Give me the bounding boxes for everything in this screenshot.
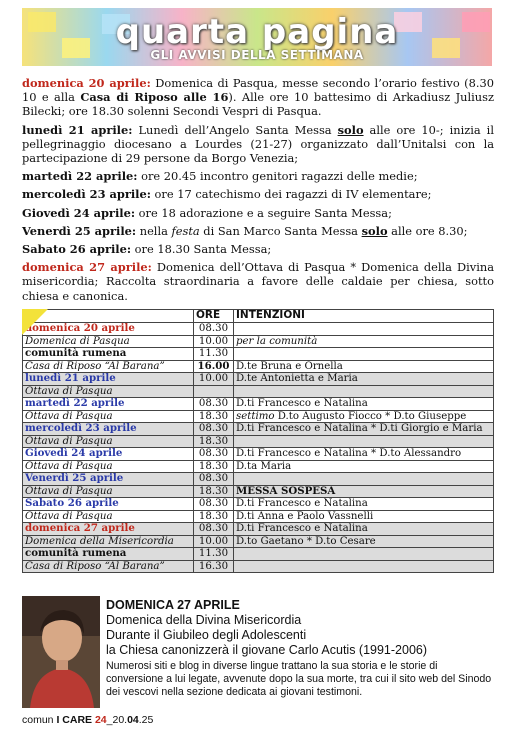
announcement-text: ore 17 catechismo dei ragazzi di IV elementare;: [150, 187, 432, 202]
schedule-intention: [234, 473, 494, 486]
table-row: [23, 348, 494, 361]
announcement-item: [22, 187, 494, 201]
schedule-time: 16.30: [194, 560, 234, 573]
table-row: [23, 360, 494, 373]
table-row: [23, 435, 494, 448]
portrait-photo: [22, 596, 100, 708]
feature-body: Numerosi siti e blog in diverse lingue trattano la sua storia e le storie di conversione a lui legate, avvenute dopo la sua morte, tra cui il sito web del Sinodo dei vescovi nella sezione dedicata ai giovani testimoni.: [106, 660, 492, 698]
table-row: [23, 423, 494, 436]
footer: [22, 714, 153, 726]
schedule-time: 10.00: [194, 335, 234, 348]
schedule-day-cell: [23, 548, 194, 561]
schedule-time: 08.30: [194, 523, 234, 536]
schedule-intention: [234, 548, 494, 561]
mass-schedule-table: [22, 309, 494, 573]
schedule-day-cell: [23, 435, 194, 448]
announcement-text: ore 18.30 Santa Messa;: [131, 242, 272, 257]
table-row: [23, 473, 494, 486]
schedule-intention: D.to Gaetano * D.to Cesare: [234, 535, 494, 548]
corner-decoration: [22, 309, 48, 335]
schedule-day-cell: [23, 473, 194, 486]
announcement-text: ore 18 adorazione e a seguire Santa Messa;: [135, 205, 392, 220]
schedule-day-label: domenica 27 aprile: [25, 522, 135, 534]
schedule-time: 18.30: [194, 410, 234, 423]
table-header-row: [23, 310, 494, 323]
footer-prefix: comun: [22, 714, 57, 726]
table-row: [23, 323, 494, 336]
schedule-day-label: Ottava di Pasqua: [25, 485, 113, 497]
schedule-time: 16.00: [194, 360, 234, 373]
schedule-intention: [234, 435, 494, 448]
feature-line-3: la Chiesa canonizzerà il giovane Carlo Acutis (1991-2006): [106, 643, 428, 657]
schedule-intention: D.te Antonietta e Maria: [234, 373, 494, 386]
schedule-day-label: Ottava di Pasqua: [25, 435, 113, 447]
schedule-intention: D.ti Anna e Paolo Vassnelli: [234, 510, 494, 523]
announcement-text: solo: [361, 223, 388, 238]
announcement-day: domenica 27 aprile:: [22, 260, 152, 275]
schedule-day-label: Ottava di Pasqua: [25, 510, 113, 522]
schedule-intention: D.te Bruna e Ornella: [234, 360, 494, 373]
schedule-day-label: Casa di Riposo “Al Barana”: [25, 360, 165, 372]
announcement-text: ). Alle ore 10 battesimo di Arkadiusz Juliusz Bilecki; ore 18.30 solenni Secondi Vespri di Pasqua.: [22, 90, 494, 119]
footer-date-pre: _20.: [106, 714, 128, 726]
schedule-day-label: lunedì 21 aprile: [25, 372, 116, 384]
table-row: [23, 460, 494, 473]
schedule-day-cell: [23, 335, 194, 348]
announcement-day: Giovedì 24 aprile:: [22, 205, 136, 220]
schedule-intention: D.ti Francesco e Natalina * D.to Alessandro: [234, 448, 494, 461]
schedule-time: 18.30: [194, 485, 234, 498]
schedule-day-cell: [23, 398, 194, 411]
schedule-day-cell: [23, 560, 194, 573]
banner-subtitle: GLI AVVISI DELLA SETTIMANA: [150, 48, 364, 62]
schedule-intention: D.ti Francesco e Natalina * D.ti Giorgio e Maria: [234, 423, 494, 436]
schedule-time: 11.30: [194, 548, 234, 561]
schedule-time: [194, 385, 234, 398]
schedule-intention: D.ti Francesco e Natalina: [234, 498, 494, 511]
table-row: [23, 410, 494, 423]
table-row: [23, 448, 494, 461]
schedule-intention: D.ti Francesco e Natalina: [234, 398, 494, 411]
announcement-text: Domenica di Pasqua, messe secondo l’orario festivo (8.30 10 e alla: [22, 76, 494, 105]
schedule-day-cell: [23, 373, 194, 386]
announcement-item: [22, 224, 494, 238]
announcement-day: martedì 22 aprile:: [22, 169, 138, 184]
schedule-day-label: Giovedì 24 aprile: [25, 447, 123, 459]
footer-brand: I CARE: [56, 714, 93, 726]
announcement-day: domenica 20 aprile:: [22, 76, 151, 90]
table-row: [23, 398, 494, 411]
announcement-item: [22, 169, 494, 183]
announcement-text: festa: [171, 223, 200, 238]
schedule-time: 10.00: [194, 373, 234, 386]
announcement-text: Casa di Riposo alle 16: [80, 90, 229, 105]
announcement-item: [22, 260, 494, 303]
schedule-day-cell: [23, 510, 194, 523]
table-row: [23, 498, 494, 511]
schedule-day-label: Domenica della Misericordia: [25, 535, 174, 547]
announcement-item: [22, 76, 494, 119]
table-row: [23, 535, 494, 548]
table-row: [23, 485, 494, 498]
announcement-text: nella: [136, 223, 172, 238]
schedule-time: 08.30: [194, 398, 234, 411]
schedule-intention: [234, 560, 494, 573]
footer-date-post: .25: [138, 714, 154, 726]
announcement-day: mercoledì 23 aprile:: [22, 187, 151, 202]
table-row: [23, 385, 494, 398]
schedule-day-cell: [23, 460, 194, 473]
schedule-time: 08.30: [194, 323, 234, 336]
schedule-day-cell: [23, 348, 194, 361]
announcement-text: ore 20.45 incontro genitori ragazzi delle medie;: [137, 169, 418, 184]
feature-line-1: Domenica della Divina Misericordia: [106, 613, 302, 627]
schedule-day-cell: [23, 385, 194, 398]
schedule-day-label: Sabato 26 aprile: [25, 497, 119, 509]
feature-line-2: Durante il Giubileo degli Adolescenti: [106, 628, 307, 642]
announcement-text: solo: [337, 122, 364, 137]
schedule-day-label: domenica 20 aprile: [25, 322, 135, 334]
schedule-intention: [234, 385, 494, 398]
schedule-day-label: comunità rumena: [25, 547, 127, 559]
schedule-day-cell: [23, 523, 194, 536]
table-row: [23, 548, 494, 561]
announcement-text: Domenica dell’Ottava di Pasqua * Domenica della Divina misericordia; Raccolta straordinaria a favore delle caldaie per chiesa, sotto chiesa e canonica.: [22, 260, 494, 303]
schedule-day-label: martedì 22 aprile: [25, 397, 125, 409]
banner-title: quarta pagina: [115, 12, 399, 52]
schedule-day-cell: [23, 535, 194, 548]
announcement-day: Venerdì 25 aprile:: [22, 223, 137, 238]
schedule-intention: per la comunità: [234, 335, 494, 348]
table-row: [23, 523, 494, 536]
schedule-day-label: Domenica di Pasqua: [25, 335, 130, 347]
announcement-text: alle ore 8.30;: [387, 223, 468, 238]
schedule-intention: [234, 348, 494, 361]
footer-date-mid: 04: [127, 714, 139, 726]
schedule-day-cell: [23, 485, 194, 498]
table-row: [23, 373, 494, 386]
schedule-time: 08.30: [194, 423, 234, 436]
schedule-day-label: Venerdì 25 aprile: [25, 472, 124, 484]
schedule-day-cell: [23, 360, 194, 373]
schedule-day-label: Ottava di Pasqua: [25, 410, 113, 422]
feature-text: [106, 598, 496, 699]
schedule-time: 08.30: [194, 498, 234, 511]
announcement-day: lunedì 21 aprile:: [22, 122, 133, 137]
schedule-day-label: Ottava di Pasqua: [25, 460, 113, 472]
schedule-day-cell: [23, 323, 194, 336]
table-row: [23, 335, 494, 348]
header-intentions: INTENZIONI: [234, 310, 494, 323]
header-banner: [22, 8, 492, 66]
schedule-time: 11.30: [194, 348, 234, 361]
header-day: [23, 310, 194, 323]
feature-box: [22, 596, 494, 708]
schedule-time: 18.30: [194, 510, 234, 523]
feature-title: DOMENICA 27 APRILE: [106, 598, 240, 612]
announcement-item: [22, 242, 494, 256]
schedule-day-label: comunità rumena: [25, 347, 127, 359]
table-row: [23, 510, 494, 523]
schedule-day-cell: [23, 423, 194, 436]
schedule-day-cell: [23, 410, 194, 423]
schedule-intention: D.ta Maria: [234, 460, 494, 473]
schedule-intention: [234, 323, 494, 336]
footer-issue: 24: [92, 714, 107, 726]
schedule-day-cell: [23, 448, 194, 461]
schedule-day-label: Ottava di Pasqua: [25, 385, 113, 397]
schedule-day-label: Casa di Riposo “Al Barana”: [25, 560, 165, 572]
announcement-text: alle ore 10-; inizia il pellegrinaggio diocesano a Lourdes (21-27) organizzato dall’Unitalsi con la partecipazione di 29 persone da Borgo Venezia;: [22, 122, 494, 166]
weekly-announcements: [22, 76, 494, 307]
schedule-time: 08.30: [194, 473, 234, 486]
schedule-day-label: mercoledì 23 aprile: [25, 422, 137, 434]
intention-italic-part: settimo: [236, 410, 275, 422]
schedule-intention: MESSA SOSPESA: [234, 485, 494, 498]
announcement-item: [22, 206, 494, 220]
schedule-day-cell: [23, 498, 194, 511]
schedule-time: 18.30: [194, 435, 234, 448]
table-row: [23, 560, 494, 573]
schedule-time: 18.30: [194, 460, 234, 473]
announcement-item: [22, 123, 494, 166]
schedule-time: 10.00: [194, 535, 234, 548]
announcement-day: Sabato 26 aprile:: [22, 242, 132, 257]
intention-rest: D.to Augusto Fiocco * D.to Giuseppe: [274, 410, 467, 422]
schedule-time: 08.30: [194, 448, 234, 461]
header-time: ORE: [194, 310, 234, 323]
announcement-text: di San Marco Santa Messa: [199, 223, 362, 238]
schedule-intention: D.ti Francesco e Natalina: [234, 523, 494, 536]
schedule-intention: [234, 410, 494, 423]
announcement-text: Lunedì dell’Angelo Santa Messa: [132, 122, 338, 137]
